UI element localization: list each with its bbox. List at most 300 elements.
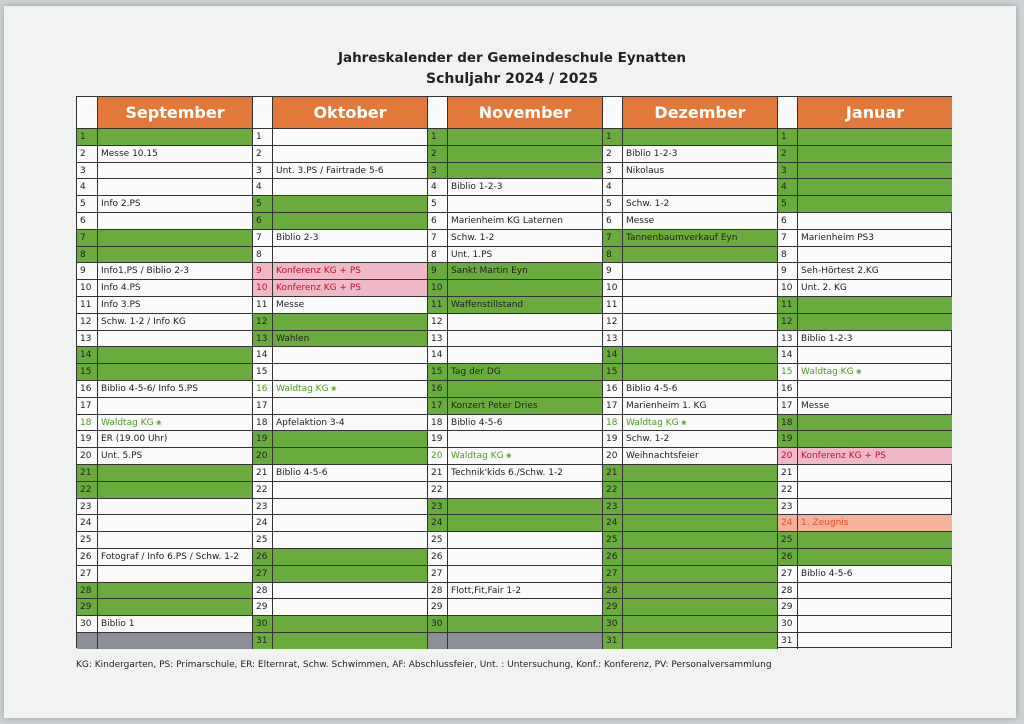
day-event xyxy=(797,313,952,330)
day-number: 22 xyxy=(252,481,272,498)
day-number: 26 xyxy=(77,548,97,565)
day-number: 8 xyxy=(252,246,272,263)
day-event xyxy=(797,430,952,447)
day-number: 11 xyxy=(252,296,272,313)
day-number: 12 xyxy=(777,313,797,330)
month-header-november: November xyxy=(447,97,602,128)
day-number: 3 xyxy=(602,162,622,179)
day-event xyxy=(622,498,777,515)
day-number: 23 xyxy=(252,498,272,515)
day-event xyxy=(622,531,777,548)
day-number: 23 xyxy=(777,498,797,515)
day-number: 23 xyxy=(77,498,97,515)
day-event: Waldtag KG ❀ xyxy=(97,414,252,431)
day-number: 12 xyxy=(77,313,97,330)
day-number: 6 xyxy=(777,212,797,229)
day-event xyxy=(622,246,777,263)
day-event xyxy=(622,464,777,481)
day-event xyxy=(272,615,427,632)
day-number: 11 xyxy=(602,296,622,313)
day-event xyxy=(447,615,602,632)
day-number: 29 xyxy=(252,598,272,615)
flower-icon: ❀ xyxy=(853,368,862,377)
day-number: 29 xyxy=(77,598,97,615)
day-event: Schw. 1-2 xyxy=(447,229,602,246)
day-event: Info 3.PS xyxy=(97,296,252,313)
day-event: Sankt Martin Eyn xyxy=(447,262,602,279)
day-number: 18 xyxy=(777,414,797,431)
day-number: 31 xyxy=(252,632,272,649)
day-number: 21 xyxy=(602,464,622,481)
day-number: 5 xyxy=(602,195,622,212)
day-event xyxy=(797,195,952,212)
day-number: 16 xyxy=(602,380,622,397)
page-title: Jahreskalender der Gemeindeschule Eynatten xyxy=(337,50,687,66)
calendar-grid xyxy=(76,96,952,648)
day-number: 5 xyxy=(77,195,97,212)
day-event xyxy=(272,178,427,195)
day-number: 2 xyxy=(777,145,797,162)
day-number: 6 xyxy=(77,212,97,229)
day-event xyxy=(97,582,252,599)
day-event xyxy=(447,279,602,296)
day-number: 15 xyxy=(777,363,797,380)
day-number: 28 xyxy=(777,582,797,599)
day-event xyxy=(622,514,777,531)
day-event xyxy=(272,363,427,380)
day-event: Fotograf / Info 6.PS / Schw. 1-2 xyxy=(97,548,252,565)
day-number: 8 xyxy=(602,246,622,263)
day-number: 10 xyxy=(777,279,797,296)
day-number: 25 xyxy=(777,531,797,548)
day-event: Marienheim PS3 xyxy=(797,229,952,246)
day-event xyxy=(272,128,427,145)
day-event xyxy=(797,498,952,515)
day-event xyxy=(97,514,252,531)
day-event xyxy=(272,195,427,212)
day-number: 7 xyxy=(427,229,447,246)
day-number: 28 xyxy=(427,582,447,599)
day-number: 17 xyxy=(77,397,97,414)
month-header-spacer xyxy=(427,97,447,128)
day-number: 30 xyxy=(252,615,272,632)
day-event: Biblio 4-5-6 xyxy=(272,464,427,481)
day-event: Waldtag KG ❀ xyxy=(797,363,952,380)
day-number: 13 xyxy=(77,330,97,347)
day-event xyxy=(272,397,427,414)
day-event xyxy=(97,397,252,414)
month-header-spacer xyxy=(252,97,272,128)
day-number: 17 xyxy=(427,397,447,414)
day-number: 3 xyxy=(77,162,97,179)
day-event xyxy=(272,514,427,531)
day-event: ER (19.00 Uhr) xyxy=(97,430,252,447)
day-number: 20 xyxy=(77,447,97,464)
day-event xyxy=(622,346,777,363)
day-event: Waldtag KG ❀ xyxy=(622,414,777,431)
day-event xyxy=(97,346,252,363)
day-number: 24 xyxy=(427,514,447,531)
day-event: Waffenstillstand xyxy=(447,296,602,313)
day-event xyxy=(797,598,952,615)
day-number: 31 xyxy=(602,632,622,649)
day-event xyxy=(447,380,602,397)
day-number: 7 xyxy=(777,229,797,246)
day-number: 18 xyxy=(427,414,447,431)
day-number: 22 xyxy=(777,481,797,498)
day-number: 20 xyxy=(427,447,447,464)
day-number: 10 xyxy=(252,279,272,296)
day-event xyxy=(622,615,777,632)
day-event xyxy=(272,346,427,363)
day-event xyxy=(797,380,952,397)
day-event xyxy=(797,481,952,498)
day-event xyxy=(97,128,252,145)
day-number: 25 xyxy=(427,531,447,548)
day-event: Konferenz KG + PS xyxy=(797,447,952,464)
day-number: 27 xyxy=(602,565,622,582)
day-event: Unt. 1.PS xyxy=(447,246,602,263)
day-event: Biblio 4-5-6 xyxy=(797,565,952,582)
day-event xyxy=(272,598,427,615)
day-number: 30 xyxy=(77,615,97,632)
day-number: 16 xyxy=(777,380,797,397)
day-number: 23 xyxy=(427,498,447,515)
day-event xyxy=(622,330,777,347)
day-number: 22 xyxy=(602,481,622,498)
day-number: 20 xyxy=(602,447,622,464)
day-number: 30 xyxy=(777,615,797,632)
day-event xyxy=(97,565,252,582)
day-event xyxy=(97,498,252,515)
day-number: 16 xyxy=(252,380,272,397)
day-number xyxy=(427,632,447,649)
day-event xyxy=(272,582,427,599)
day-number: 18 xyxy=(602,414,622,431)
day-event xyxy=(97,229,252,246)
day-number: 14 xyxy=(777,346,797,363)
day-event xyxy=(447,313,602,330)
day-event xyxy=(272,498,427,515)
day-number: 29 xyxy=(427,598,447,615)
day-event xyxy=(797,178,952,195)
day-event: Seh-Hörtest 2.KG xyxy=(797,262,952,279)
day-event xyxy=(622,632,777,649)
day-event: Schw. 1-2 xyxy=(622,430,777,447)
day-number: 14 xyxy=(252,346,272,363)
day-event: Biblio 4-5-6 xyxy=(447,414,602,431)
legend-footer: KG: Kindergarten, PS: Primarschule, ER: Elternrat, Schw. Schwimmen, AF: Abschlussfeier, Unt. : Untersuchung, Konf.: Konferenz, PV: Personalversammlung xyxy=(76,660,772,670)
day-number: 6 xyxy=(602,212,622,229)
day-number: 26 xyxy=(777,548,797,565)
day-number: 9 xyxy=(602,262,622,279)
day-number: 11 xyxy=(427,296,447,313)
day-number: 9 xyxy=(777,262,797,279)
day-event xyxy=(447,531,602,548)
day-event xyxy=(447,145,602,162)
day-number: 23 xyxy=(602,498,622,515)
day-event xyxy=(797,414,952,431)
day-event xyxy=(797,582,952,599)
day-event: Unt. 5.PS xyxy=(97,447,252,464)
day-event: Waldtag KG ❀ xyxy=(447,447,602,464)
day-event: Apfelaktion 3-4 xyxy=(272,414,427,431)
day-number: 21 xyxy=(77,464,97,481)
day-number: 24 xyxy=(77,514,97,531)
day-number: 1 xyxy=(777,128,797,145)
day-number: 25 xyxy=(77,531,97,548)
day-event: Tannenbaumverkauf Eyn xyxy=(622,229,777,246)
day-event: Unt. 3.PS / Fairtrade 5-6 xyxy=(272,162,427,179)
day-number: 26 xyxy=(602,548,622,565)
day-event: Messe xyxy=(272,296,427,313)
day-number: 14 xyxy=(427,346,447,363)
day-number: 22 xyxy=(77,481,97,498)
day-event xyxy=(622,565,777,582)
day-number: 19 xyxy=(777,430,797,447)
day-event xyxy=(447,430,602,447)
day-number: 18 xyxy=(77,414,97,431)
day-event: Unt. 2. KG xyxy=(797,279,952,296)
month-header-oktober: Oktober xyxy=(272,97,427,128)
page-subtitle: Schuljahr 2024 / 2025 xyxy=(426,71,598,87)
day-number: 2 xyxy=(252,145,272,162)
day-number: 7 xyxy=(602,229,622,246)
day-event: Marienheim 1. KG xyxy=(622,397,777,414)
day-event: Flott,Fit,Fair 1-2 xyxy=(447,582,602,599)
flower-icon: ❀ xyxy=(678,418,687,427)
day-event xyxy=(797,548,952,565)
day-number: 8 xyxy=(777,246,797,263)
day-event xyxy=(97,162,252,179)
day-number: 20 xyxy=(777,447,797,464)
day-number: 4 xyxy=(252,178,272,195)
day-number: 6 xyxy=(427,212,447,229)
day-event xyxy=(622,481,777,498)
day-event xyxy=(622,262,777,279)
day-event: Konferenz KG + PS xyxy=(272,279,427,296)
day-event xyxy=(447,598,602,615)
day-event: Nikolaus xyxy=(622,162,777,179)
day-event xyxy=(797,464,952,481)
day-event xyxy=(447,498,602,515)
day-number: 15 xyxy=(427,363,447,380)
day-event xyxy=(272,565,427,582)
month-header-dezember: Dezember xyxy=(622,97,777,128)
day-number: 2 xyxy=(77,145,97,162)
day-number: 5 xyxy=(252,195,272,212)
day-number: 11 xyxy=(77,296,97,313)
day-number: 27 xyxy=(252,565,272,582)
day-number: 19 xyxy=(77,430,97,447)
day-number: 21 xyxy=(427,464,447,481)
month-header-spacer xyxy=(77,97,97,128)
day-number: 24 xyxy=(602,514,622,531)
day-event: Wahlen xyxy=(272,330,427,347)
day-event xyxy=(447,565,602,582)
day-number: 9 xyxy=(77,262,97,279)
day-event: Messe xyxy=(797,397,952,414)
day-event xyxy=(797,346,952,363)
day-number: 7 xyxy=(252,229,272,246)
day-number: 2 xyxy=(602,145,622,162)
day-number: 1 xyxy=(252,128,272,145)
day-number: 17 xyxy=(602,397,622,414)
day-number: 11 xyxy=(777,296,797,313)
day-number: 17 xyxy=(252,397,272,414)
day-event xyxy=(447,346,602,363)
day-number: 28 xyxy=(252,582,272,599)
day-event xyxy=(447,162,602,179)
day-event xyxy=(797,212,952,229)
day-number: 15 xyxy=(252,363,272,380)
day-event: Info 2.PS xyxy=(97,195,252,212)
day-event xyxy=(97,632,252,649)
day-event xyxy=(272,632,427,649)
day-number: 20 xyxy=(252,447,272,464)
day-event: Schw. 1-2 xyxy=(622,195,777,212)
day-event xyxy=(622,296,777,313)
day-event: Biblio 1-2-3 xyxy=(622,145,777,162)
day-number: 27 xyxy=(77,565,97,582)
flower-icon: ❀ xyxy=(153,418,162,427)
day-number: 17 xyxy=(777,397,797,414)
day-number: 14 xyxy=(77,346,97,363)
day-event xyxy=(272,145,427,162)
day-number: 22 xyxy=(427,481,447,498)
day-number: 27 xyxy=(777,565,797,582)
day-event xyxy=(97,481,252,498)
day-number: 27 xyxy=(427,565,447,582)
day-number: 19 xyxy=(602,430,622,447)
day-number: 8 xyxy=(427,246,447,263)
day-event xyxy=(272,531,427,548)
day-number: 19 xyxy=(252,430,272,447)
day-number: 13 xyxy=(252,330,272,347)
month-header-januar: Januar xyxy=(797,97,952,128)
day-number: 12 xyxy=(427,313,447,330)
day-number: 9 xyxy=(427,262,447,279)
day-event xyxy=(622,313,777,330)
day-number xyxy=(77,632,97,649)
day-number: 18 xyxy=(252,414,272,431)
day-number: 3 xyxy=(427,162,447,179)
day-event xyxy=(97,246,252,263)
day-event: Biblio 1-2-3 xyxy=(447,178,602,195)
day-event xyxy=(272,481,427,498)
day-number: 4 xyxy=(602,178,622,195)
day-number: 16 xyxy=(427,380,447,397)
day-number: 24 xyxy=(777,514,797,531)
day-event xyxy=(447,330,602,347)
day-number: 25 xyxy=(602,531,622,548)
day-number: 4 xyxy=(777,178,797,195)
day-number: 2 xyxy=(427,145,447,162)
day-event xyxy=(797,162,952,179)
day-event: Info1.PS / Biblio 2-3 xyxy=(97,262,252,279)
day-event xyxy=(797,128,952,145)
day-number: 31 xyxy=(777,632,797,649)
day-event: Biblio 4-5-6/ Info 5.PS xyxy=(97,380,252,397)
day-event xyxy=(797,296,952,313)
day-number: 4 xyxy=(77,178,97,195)
day-number: 28 xyxy=(77,582,97,599)
day-event xyxy=(97,330,252,347)
day-event xyxy=(447,548,602,565)
day-event xyxy=(622,279,777,296)
day-number: 21 xyxy=(252,464,272,481)
day-event: Weihnachtsfeier xyxy=(622,447,777,464)
day-event xyxy=(272,246,427,263)
day-number: 5 xyxy=(777,195,797,212)
day-number: 13 xyxy=(777,330,797,347)
day-event: Technik'kids 6./Schw. 1-2 xyxy=(447,464,602,481)
day-number: 1 xyxy=(602,128,622,145)
month-header-spacer xyxy=(602,97,622,128)
day-number: 29 xyxy=(602,598,622,615)
day-event xyxy=(97,464,252,481)
day-event: Marienheim KG Laternen xyxy=(447,212,602,229)
day-event: Schw. 1-2 / Info KG xyxy=(97,313,252,330)
day-event xyxy=(622,363,777,380)
day-event xyxy=(272,313,427,330)
day-number: 10 xyxy=(77,279,97,296)
day-event: Biblio 4-5-6 xyxy=(622,380,777,397)
day-number: 7 xyxy=(77,229,97,246)
day-number: 10 xyxy=(427,279,447,296)
day-event xyxy=(97,212,252,229)
day-number: 26 xyxy=(427,548,447,565)
day-number: 5 xyxy=(427,195,447,212)
day-number: 30 xyxy=(427,615,447,632)
day-event xyxy=(622,598,777,615)
day-event xyxy=(622,178,777,195)
day-event xyxy=(622,548,777,565)
day-event xyxy=(447,514,602,531)
day-event xyxy=(97,531,252,548)
day-number: 15 xyxy=(77,363,97,380)
day-event: 1. Zeugnis xyxy=(797,514,952,531)
day-event xyxy=(97,178,252,195)
day-event xyxy=(272,212,427,229)
flower-icon: ❀ xyxy=(328,385,337,393)
day-event: Messe 10.15 xyxy=(97,145,252,162)
day-event xyxy=(447,195,602,212)
day-event xyxy=(797,246,952,263)
day-number: 21 xyxy=(777,464,797,481)
flower-icon: ❀ xyxy=(503,452,512,461)
day-number: 13 xyxy=(427,330,447,347)
day-number: 12 xyxy=(602,313,622,330)
day-number: 3 xyxy=(777,162,797,179)
day-number: 28 xyxy=(602,582,622,599)
day-number: 4 xyxy=(427,178,447,195)
month-header-spacer xyxy=(777,97,797,128)
day-event xyxy=(447,632,602,649)
day-event xyxy=(797,615,952,632)
day-event: Biblio 1 xyxy=(97,615,252,632)
day-number: 15 xyxy=(602,363,622,380)
day-number: 24 xyxy=(252,514,272,531)
day-event xyxy=(447,481,602,498)
day-number: 16 xyxy=(77,380,97,397)
day-number: 3 xyxy=(252,162,272,179)
day-event xyxy=(272,447,427,464)
day-number: 12 xyxy=(252,313,272,330)
day-event xyxy=(272,548,427,565)
day-event xyxy=(622,582,777,599)
day-number: 14 xyxy=(602,346,622,363)
